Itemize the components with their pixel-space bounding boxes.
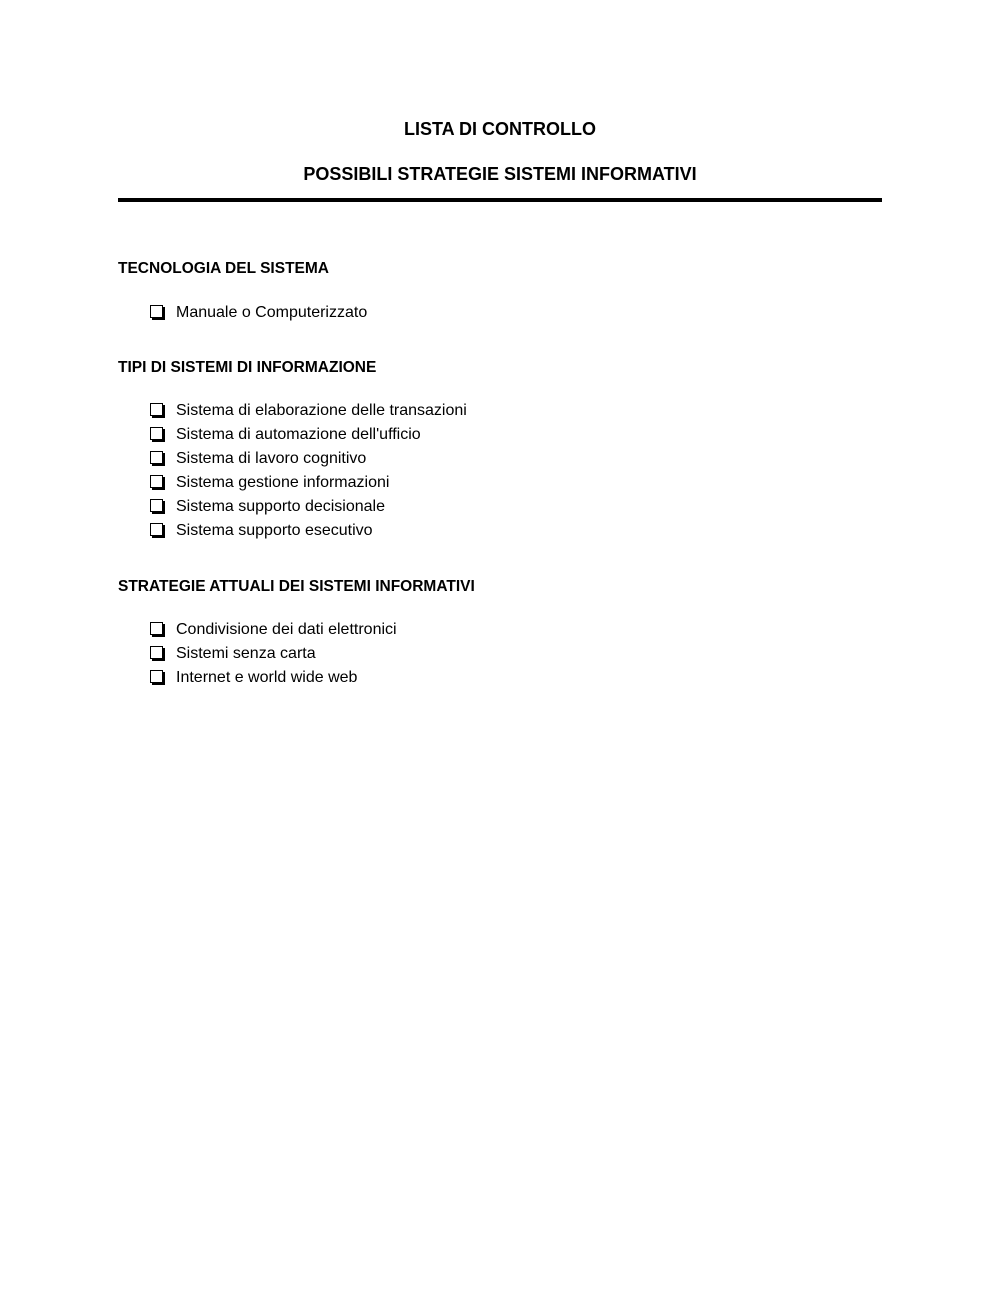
- checklist-item[interactable]: [118, 519, 882, 543]
- section-heading: STRATEGIE ATTUALI DEI SISTEMI INFORMATIVI: [118, 578, 475, 595]
- document-title: LISTA DI CONTROLLO: [404, 119, 596, 139]
- section-tecnologia: [118, 259, 882, 325]
- section-strategie-attuali: [118, 577, 882, 690]
- section-heading: TIPI DI SISTEMI DI INFORMAZIONE: [118, 359, 377, 376]
- checklist-item-label: Manuale o Computerizzato: [176, 304, 368, 321]
- title-divider: [118, 198, 882, 202]
- checklist-item-label: Sistema di automazione dell'ufficio: [176, 426, 421, 443]
- checklist-item[interactable]: [118, 666, 882, 690]
- checkbox-icon[interactable]: [150, 403, 163, 416]
- checklist: [118, 399, 882, 543]
- checklist: [118, 301, 882, 325]
- checkbox-icon[interactable]: [150, 305, 163, 318]
- checklist-item[interactable]: [118, 495, 882, 519]
- checkbox-icon[interactable]: [150, 523, 163, 536]
- checkbox-icon[interactable]: [150, 451, 163, 464]
- checkbox-icon[interactable]: [150, 475, 163, 488]
- checklist-item-label: Sistema supporto decisionale: [176, 498, 386, 515]
- checklist-item-label: Internet e world wide web: [176, 669, 358, 686]
- checklist-item-label: Sistema supporto esecutivo: [176, 522, 373, 539]
- checklist: [118, 618, 882, 690]
- checklist-item-label: Sistemi senza carta: [176, 645, 316, 662]
- checklist-item-label: Sistema gestione informazioni: [176, 474, 390, 491]
- section-heading: TECNOLOGIA DEL SISTEMA: [118, 260, 329, 277]
- checklist-item[interactable]: [118, 447, 882, 471]
- checklist-item-label: Condivisione dei dati elettronici: [176, 621, 397, 638]
- checkbox-icon[interactable]: [150, 622, 163, 635]
- checklist-item-label: Sistema di lavoro cognitivo: [176, 450, 367, 467]
- checklist-item[interactable]: [118, 423, 882, 447]
- section-tipi-sistemi: [118, 358, 882, 543]
- checkbox-icon[interactable]: [150, 670, 163, 683]
- checklist-item[interactable]: [118, 471, 882, 495]
- checkbox-icon[interactable]: [150, 427, 163, 440]
- checklist-item[interactable]: [118, 301, 882, 325]
- checklist-item-label: Sistema di elaborazione delle transazioni: [176, 402, 467, 419]
- checkbox-icon[interactable]: [150, 499, 163, 512]
- checklist-item[interactable]: [118, 618, 882, 642]
- checklist-item[interactable]: [118, 642, 882, 666]
- document-subtitle: POSSIBILI STRATEGIE SISTEMI INFORMATIVI: [303, 164, 697, 184]
- checkbox-icon[interactable]: [150, 646, 163, 659]
- checklist-item[interactable]: [118, 399, 882, 423]
